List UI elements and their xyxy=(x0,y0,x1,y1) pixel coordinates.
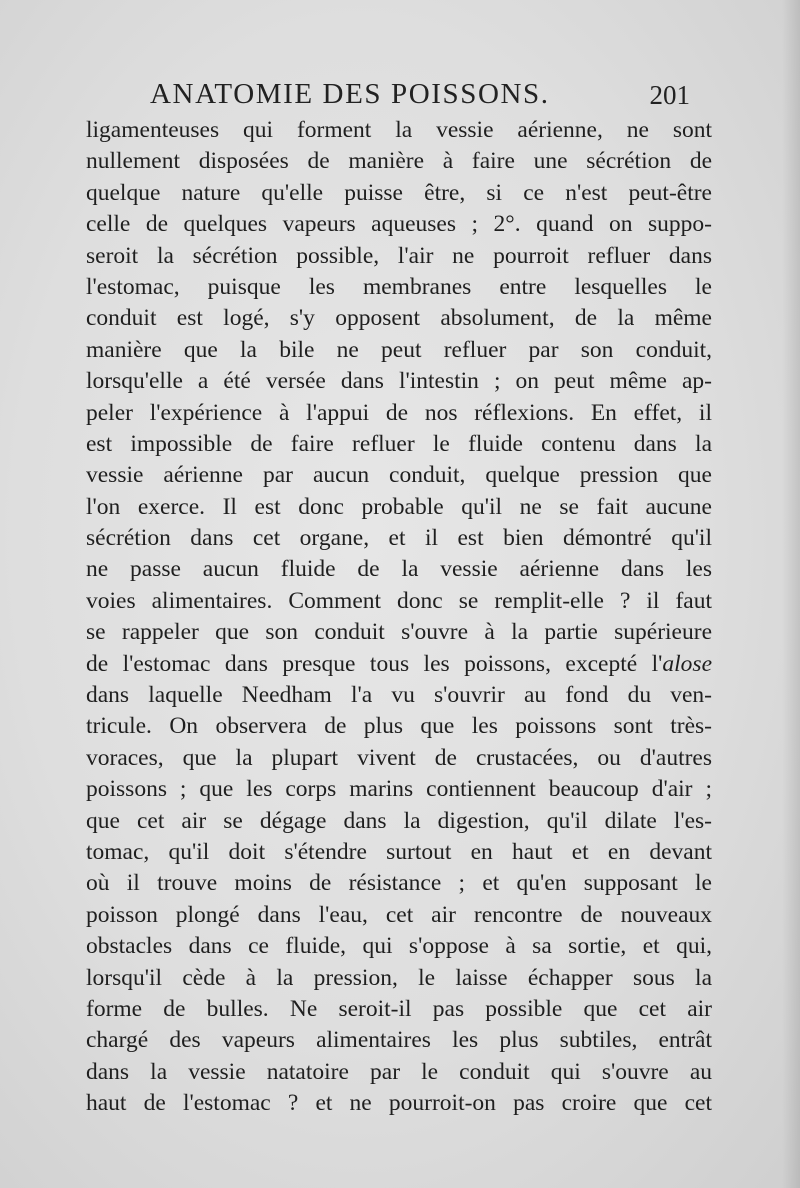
text-line: est impossible de faire refluer le fluide contenu dans la xyxy=(86,430,712,457)
text-line: haut de l'estomac ? et ne pourroit-on pas croire que cet xyxy=(86,1090,712,1117)
text-line: conduit est logé, s'y opposent absolument, de la même xyxy=(86,305,712,332)
text-line: sécrétion dans cet organe, et il est bien démontré qu'il xyxy=(86,525,712,552)
text-line: ne passe aucun fluide de la vessie aérienne dans les xyxy=(86,556,712,583)
text-line-with-italic xyxy=(86,649,712,680)
page-edge-shadow xyxy=(782,0,800,1188)
text-line: celle de quelques vapeurs aqueuses ; 2°. quand on suppo- xyxy=(86,211,712,238)
text-line: l'estomac, puisque les membranes entre lesquelles le xyxy=(86,273,712,300)
text-line: lorsqu'elle a été versée dans l'intestin ; on peut même ap- xyxy=(86,368,712,395)
text-line: peler l'expérience à l'appui de nos réflexions. En effet, il xyxy=(86,399,712,426)
text-line: manière que la bile ne peut refluer par son conduit, xyxy=(86,336,712,363)
text-line: où il trouve moins de résistance ; et qu'en supposant le xyxy=(86,870,712,897)
text-line: poisson plongé dans l'eau, cet air rencontre de nouveaux xyxy=(86,901,712,928)
page-header xyxy=(150,78,690,118)
text-line: se rappeler que son conduit s'ouvre à la partie supérieure xyxy=(86,619,712,646)
body-text xyxy=(86,115,712,1120)
text-line: dans laquelle Needham l'a vu s'ouvrir au fond du ven- xyxy=(86,682,712,709)
text-line: l'on exerce. Il est donc probable qu'il ne se fait aucune xyxy=(86,493,712,520)
text-line: seroit la sécrétion possible, l'air ne pourroit refluer dans xyxy=(86,242,712,269)
italic-term: alose xyxy=(662,650,712,677)
page-number: 201 xyxy=(649,80,690,110)
text-line: voies alimentaires. Comment donc se remplit-elle ? il faut xyxy=(86,587,712,614)
text-line: tomac, qu'il doit s'étendre surtout en haut et en devant xyxy=(86,838,712,865)
text-line: obstacles dans ce fluide, qui s'oppose à sa sortie, et qui, xyxy=(86,933,712,960)
text-line: chargé des vapeurs alimentaires les plus subtiles, entrât xyxy=(86,1027,712,1054)
text-line: poissons ; que les corps marins contiennent beaucoup d'air ; xyxy=(86,776,712,803)
text-line: lorsqu'il cède à la pression, le laisse échapper sous la xyxy=(86,964,712,991)
text-line: forme de bulles. Ne seroit-il pas possible que cet air xyxy=(86,995,712,1022)
line-text-before: de l'estomac dans presque tous les poissons, excepté l' xyxy=(86,650,663,677)
text-line: quelque nature qu'elle puisse être, si ce n'est peut-être xyxy=(86,179,712,206)
text-line: nullement disposées de manière à faire une sécrétion de xyxy=(86,148,712,175)
running-title: ANATOMIE DES POISSONS. xyxy=(150,78,550,110)
text-line: que cet air se dégage dans la digestion, qu'il dilate l'es- xyxy=(86,807,712,834)
text-line: vessie aérienne par aucun conduit, quelque pression que xyxy=(86,462,712,489)
text-line: ligamenteuses qui forment la vessie aérienne, ne sont xyxy=(86,117,712,143)
text-line: dans la vessie natatoire par le conduit qui s'ouvre au xyxy=(86,1058,712,1085)
text-line: tricule. On observera de plus que les poissons sont très- xyxy=(86,713,712,740)
text-line: voraces, que la plupart vivent de crustacées, ou d'autres xyxy=(86,744,712,771)
